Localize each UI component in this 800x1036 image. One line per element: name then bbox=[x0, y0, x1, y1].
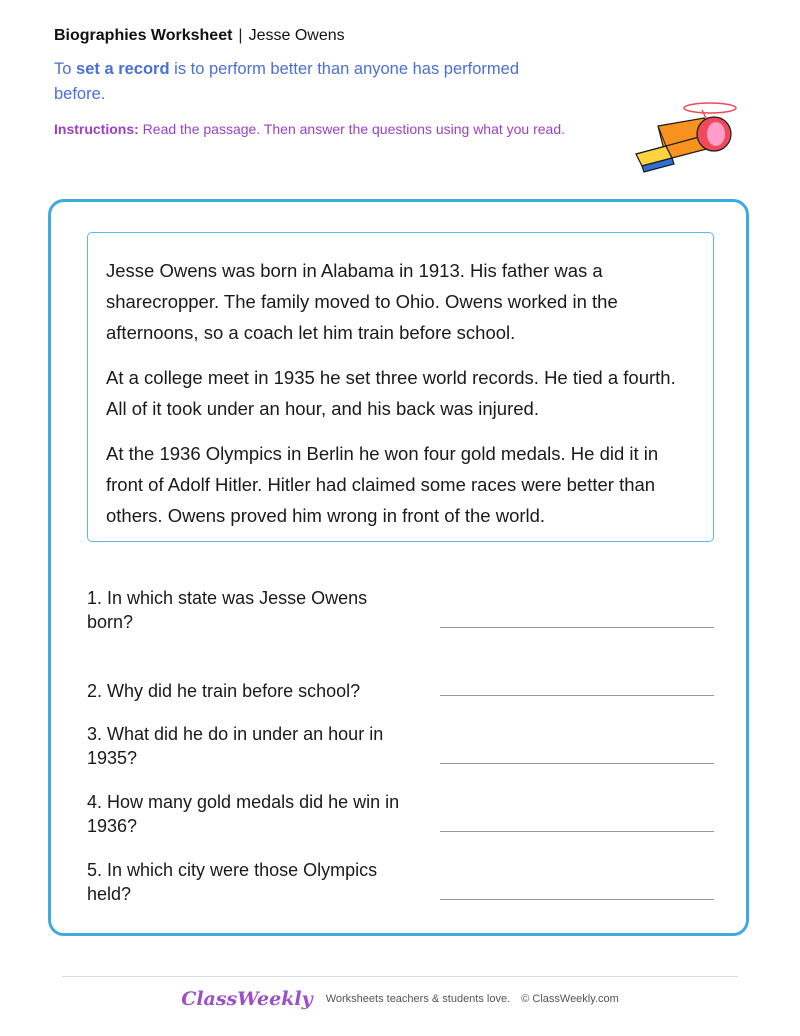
instructions-text: Read the passage. Then answer the questions using what you read. bbox=[138, 121, 566, 137]
answer-line-3[interactable] bbox=[440, 763, 714, 764]
footer bbox=[0, 988, 800, 1010]
brand-logo: ClassWeekly bbox=[181, 988, 313, 1010]
passage-paragraph: Jesse Owens was born in Alabama in 1913. His father was a sharecropper. The family moved to Ohio. Owens worked in the afternoons, so a coach let him train before school. bbox=[106, 260, 618, 343]
definition-term: set a record bbox=[76, 60, 170, 78]
question-3: 3. What did he do in under an hour in 1935? bbox=[87, 724, 384, 768]
answer-line-5[interactable] bbox=[440, 899, 714, 900]
worksheet-header bbox=[54, 27, 345, 45]
definition-text: is to perform better than anyone has performed before. bbox=[54, 60, 520, 103]
question-5: 5. In which city were those Olympics held? bbox=[87, 860, 378, 904]
question-2: 2. Why did he train before school? bbox=[87, 681, 361, 701]
instructions-label: Instructions: bbox=[54, 121, 139, 137]
reading-passage bbox=[87, 232, 714, 542]
question-4: 4. How many gold medals did he win in 1936? bbox=[87, 792, 400, 836]
passage-paragraph: At the 1936 Olympics in Berlin he won four gold medals. He did it in front of Adolf Hitler. Hitler had claimed some races were better than others. Owens proved him wrong in front of the world. bbox=[106, 443, 659, 526]
answer-line-2[interactable] bbox=[440, 695, 714, 696]
answer-line-4[interactable] bbox=[440, 831, 714, 832]
footer-divider bbox=[62, 976, 738, 977]
whistle-icon bbox=[630, 96, 745, 176]
question-1: 1. In which state was Jesse Owens born? bbox=[87, 588, 368, 632]
answer-line-1[interactable] bbox=[440, 627, 714, 628]
instructions bbox=[54, 118, 584, 140]
header-separator: | bbox=[238, 27, 243, 44]
definition-prefix: To bbox=[54, 60, 77, 78]
passage-paragraph: At a college meet in 1935 he set three world records. He tied a fourth. All of it took under an hour, and his back was injured. bbox=[106, 367, 676, 419]
footer-copyright: © ClassWeekly.com bbox=[521, 993, 619, 1005]
vocabulary-definition bbox=[54, 57, 574, 107]
footer-tagline: Worksheets teachers & students love. bbox=[325, 993, 511, 1005]
worksheet-subject: Jesse Owens bbox=[248, 27, 345, 44]
worksheet-type: Biographies Worksheet bbox=[54, 27, 233, 44]
